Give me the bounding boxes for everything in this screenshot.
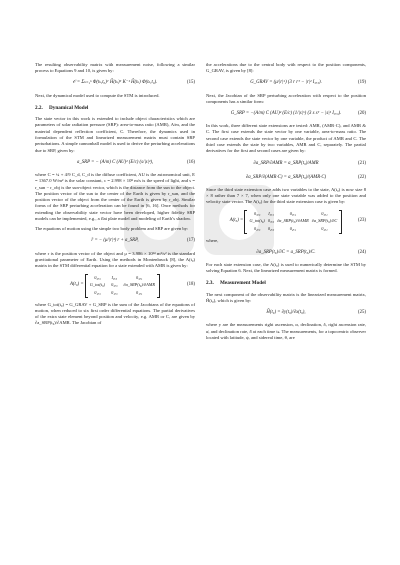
matrix-cell: 0₁ₓ₃ [94, 289, 101, 295]
equation-17 [35, 237, 195, 247]
eq18-matrix-grid [90, 275, 155, 296]
eq17-text: r̈ = − (μ/|r|³) r + a_SRP, [91, 238, 139, 244]
matrix-cell: 0₃ₓ₃ [94, 275, 101, 281]
eq23-matrix [244, 210, 342, 234]
section-heading-measurement-model [206, 280, 366, 286]
eq23-matrix-grid [249, 211, 337, 232]
section-number: 2.3. [206, 280, 214, 287]
equation-25 [206, 308, 366, 318]
left-column [35, 62, 195, 331]
eq19-text: G_GRAV = (μ/|r|⁵) (3 r rᵀ − |r|² I₃ₓ₃). [250, 80, 322, 86]
after-eq15-text: Next, the dynamical model used to compute the STM is introduced. [35, 92, 160, 98]
eq18-lhs: A(t₀) = [70, 282, 84, 288]
right-column [206, 62, 366, 345]
eq25-number: (25) [358, 310, 366, 316]
paragraph-central-body: the accelerations due to the central body with respect to the position components, G_GRAV, is given by [8]: [206, 62, 366, 74]
matrix-cell: ∂a_SRP(t₀)/∂AMR [277, 218, 309, 224]
eq22-rhs: = a_SRP(t₀)/(AMR·C) [283, 174, 327, 180]
eq19-number: (19) [358, 80, 366, 86]
paragraph-mu: where r is the position vector of the object and μ = 3.986 × 10¹⁴ m³/s² is the standard gravitational parameter of Earth. Using the methods in Montenbruck [8], the A(t₀) matrix in the STM differential equation for a state extended with AMR is given by: [35, 250, 195, 269]
eq16-number: (16) [187, 159, 195, 165]
paragraph-state-extensions: In this work, three different state extensions are tested: AMR, (AMR·C), and AMR & C. The first case extends the state vector by one variable, area-to-mass ratio. The second case extends the state vector by one variable, the product of AMR and C. The third case extends the state by two variables, AMR and C, separately. The partial derivatives for the first and second cases are given by: [206, 123, 366, 154]
eq21-number: (21) [358, 160, 366, 166]
equation-24 [206, 248, 366, 258]
eq17-number: (17) [187, 238, 195, 244]
eq20-number: (20) [358, 111, 366, 117]
paragraph-third-case: Since the third state extension case adds two variables to the state, A(t₀) is now size 8 × 8 rather than 7 × 7, when only one state variable was added to the position and velocity state vector. The A(t₀) for the third state extension case is given by: [206, 186, 366, 205]
equation-16 [35, 158, 195, 168]
matrix-cell: I₃ₓ₃ [268, 211, 274, 217]
eq25-text: H̃(t₀) = ∂y(t₀)/∂x(t₀), [266, 310, 306, 316]
paragraph-srp-constants: where C = ¼ + 4/9 C_d, C_d is the diffuse coefficient, AU is the astronomical unit, E = 1367.0 W/m² is the solar constant, c = 2.998 × 10⁸ m/s is the speed of light, and s = r_sun − r_obj is the sun-object vector, which is the distance from the sun to the object. The position vector of the sun to the center of the Earth is given by r_sun, and the position vector of the object from the center of the Earth is given by r_obj. Similar forms of the SRP perturbing acceleration can be found in [6, 16]. Once methods for extending the observability state vector have been developed, higher fidelity SRP models can be implemented, e.g., a flat plate model and modeling of Earth’s shadow. [35, 171, 195, 222]
eq15-number: (15) [187, 80, 195, 86]
equation-19 [206, 79, 366, 89]
section-title: Dynamical Model [49, 104, 89, 111]
section-heading-dynamical-model [35, 105, 195, 111]
equation-20 [206, 109, 366, 119]
eq24-text: ∂a_SRP(t₀)/∂C = a_SRP(t₀)/C. [256, 249, 316, 255]
eq21-rhs: = a_SRP(t₀)/AMR [283, 160, 319, 166]
eq16-rhs: (A/m) C (AU)² (E/c) (s/|s|³), [99, 159, 154, 165]
where-text: where, [206, 237, 219, 243]
paragraph-state-vector: The state vector in this work is extended to include object characteristics which are parameters of solar radiation pressure (SRP): area-to-mass ratio (AMR), A/m, and the material dependent reflection coefficient, C. Therefore, the dynamics used in formulation of the STM and linearized measurement matrix must contain SRP perturbations. A simple cannonball model is used to derive the perturbing accelerations due to SRP, given by: [35, 116, 195, 153]
eq18-number: (18) [187, 282, 195, 288]
matrix-cell: 0₁ₓ₃ [111, 289, 118, 295]
eq16-lhs: a_SRP = − [76, 159, 99, 165]
eq21-lhs: ∂a_SRP/∂AMR [253, 160, 283, 166]
matrix-cell: 0₂ₓ₃ [253, 225, 261, 231]
equation-21 [206, 159, 366, 169]
eq23-lhs: A(t₀) = [229, 218, 244, 224]
matrix-cell: 0₃ₓ₃ [253, 211, 261, 217]
matrix-cell: 0₃ₓ₁ [289, 211, 297, 217]
eq20-text: G_SRP = −(A/m) C (AU)² (E/c) (1/|s|⁵) (3 s sᵀ − |s|² I₃ₓ₃). [230, 111, 342, 117]
matrix-cell: 0₂ₓ₃ [267, 225, 275, 231]
equation-23 [206, 210, 366, 234]
paragraph-measurement-matrix: The next component of the observability matrix is the linearized measurement matrix, H̃(t₀), which is given by: [206, 291, 366, 304]
matrix-cell: ∂a_SRP(t₀)/∂C [311, 218, 338, 224]
eq18-matrix [85, 274, 160, 298]
equation-22 [206, 173, 366, 183]
matrix-cell: 0₂ₓ₁ [321, 225, 328, 231]
equation-18 [35, 274, 195, 298]
section-title: Measurement Model [220, 280, 266, 287]
matrix-cell: 0₃ₓ₃ [111, 282, 118, 288]
matrix-cell: 0₃ₓ₁ [136, 275, 143, 281]
matrix-cell: 0₃ₓ₁ [321, 211, 328, 217]
eq15-rhs: Σₖ₌₁ᵏ Φ(tₖ,t₀)ᵀ H̃(tₖ)ᵀ K⁻¹ H̃(tₖ) Φ(tₖ,t₀). [81, 80, 158, 86]
eq24-number: (24) [358, 249, 366, 255]
matrix-cell: 0₂ₓ₁ [289, 225, 297, 231]
eq22-number: (22) [358, 174, 366, 180]
intro-paragraph: The resulting observability matrix with measurement noise, following a similar process to Equations 9 and 10, is given by: [35, 62, 195, 74]
matrix-cell: 0₃ₓ₃ [267, 218, 275, 224]
matrix-cell: 0₁ₓ₁ [136, 289, 143, 295]
eq15-lhs: 𝒪 = [72, 80, 81, 86]
equation-15 [35, 79, 195, 89]
paragraph-jacobian: where G_tot(t₀) = G_GRAV + G_SRP is the sum of the Jacobians of the equations of motion, when reduced to six first order differential equations. The partial derivatives of the extra state element beyond position and velocity, e.g. AMR or C, are given by ∂a_SRP(t₀)/∂AMR. The Jacobian of [35, 301, 195, 326]
paragraph-measurements: where y are the measurements right ascension, α, declination, δ, right ascension rate, α̇, and declination rate, δ̇ at each time tₖ. The measurements, for a topocentric observer located with latitude, ψ, and sidereal time, θ, are [206, 322, 366, 340]
matrix-cell: I₃ₓ₃ [111, 275, 118, 281]
paragraph-srp-jacobian: Next, the Jacobian of the SRP perturbing acceleration with respect to the position components has a similar form: [206, 92, 366, 104]
eq23-number: (23) [358, 218, 366, 224]
eq22-lhs: ∂a_SRP/∂(AMR·C) [245, 174, 283, 180]
section-number: 2.2. [35, 104, 43, 111]
matrix-cell: ∂a_SRP(t₀)/∂AMR [123, 282, 155, 288]
matrix-cell: G_tot(t₀) [89, 282, 106, 288]
paragraph-stm-numerical: For each state extension case, the A(t₀) is used to numerically determine the STM by solving Equation 6. Next, the linearized measurement matrix is formed. [206, 261, 366, 274]
paragraph-eom-intro: The equations of motion using the simple two body problem and SRP are given by: [35, 226, 189, 232]
matrix-cell: G_tot(t₀) [249, 218, 265, 224]
